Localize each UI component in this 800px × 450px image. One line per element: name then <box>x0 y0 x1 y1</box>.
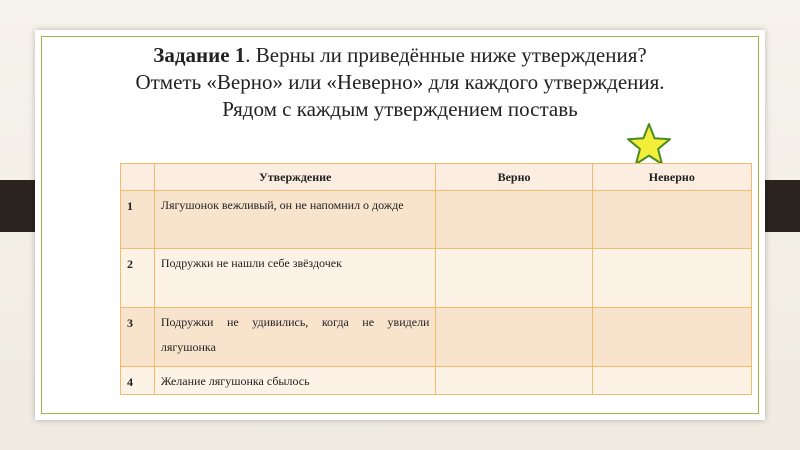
false-cell[interactable] <box>592 308 751 367</box>
content-card <box>35 30 765 420</box>
true-cell[interactable] <box>436 367 592 395</box>
table-row <box>121 308 752 367</box>
header-false: Неверно <box>592 164 751 191</box>
table-row <box>121 191 752 249</box>
row-statement: Подружки не удивились, когда не увидели лягушонка <box>154 308 436 367</box>
row-number: 3 <box>121 308 155 367</box>
star-shape <box>628 124 670 164</box>
row-number: 2 <box>121 249 155 308</box>
header-statement: Утверждение <box>154 164 436 191</box>
heading-line-1 <box>35 42 765 69</box>
true-cell[interactable] <box>436 191 592 249</box>
false-cell[interactable] <box>592 191 751 249</box>
header-number <box>121 164 155 191</box>
row-number: 4 <box>121 367 155 395</box>
false-cell[interactable] <box>592 249 751 308</box>
task-heading <box>35 42 765 123</box>
false-cell[interactable] <box>592 367 751 395</box>
statements-table <box>120 163 752 395</box>
table-header-row <box>121 164 752 191</box>
table-row <box>121 367 752 395</box>
task-label: Задание 1 <box>153 43 246 67</box>
row-number: 1 <box>121 191 155 249</box>
row-statement: Желание лягушонка сбылось <box>154 367 436 395</box>
true-cell[interactable] <box>436 308 592 367</box>
table-row <box>121 249 752 308</box>
row-statement: Лягушонок вежливый, он не напомнил о дожде <box>154 191 436 249</box>
true-cell[interactable] <box>436 249 592 308</box>
row-statement: Подружки не нашли себе звёздочек <box>154 249 436 308</box>
heading-line-1-rest: . Верны ли приведённые ниже утверждения? <box>245 43 647 67</box>
heading-line-2: Отметь «Верно» или «Неверно» для каждого утверждения. <box>135 70 665 94</box>
header-true: Верно <box>436 164 592 191</box>
heading-line-3: Рядом с каждым утверждением поставь <box>222 97 578 121</box>
star-icon <box>626 122 672 166</box>
